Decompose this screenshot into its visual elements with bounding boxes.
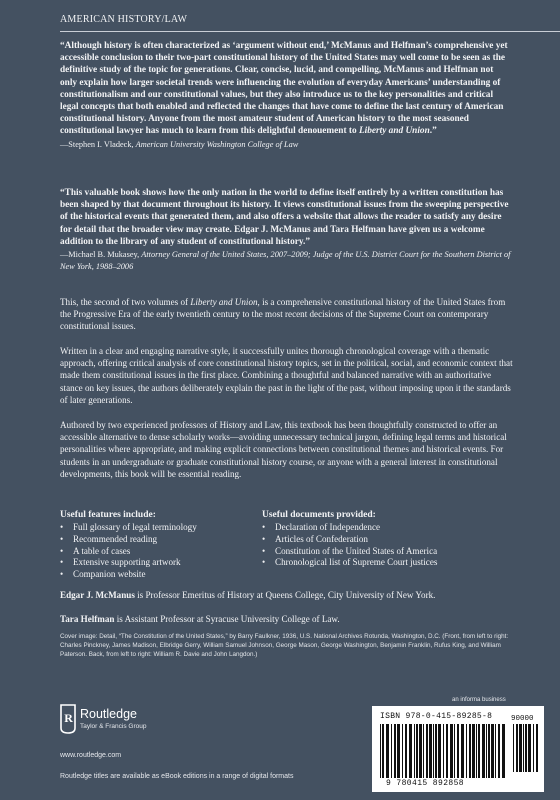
ean-barcode-bars <box>378 724 506 780</box>
attribution-name: —Michael B. Mukasey, <box>60 250 140 260</box>
barcode-bar <box>486 724 487 778</box>
para-text: This, the second of two volumes of <box>60 297 189 307</box>
quote-book-title: Liberty and Union <box>358 126 430 137</box>
features-heading: Useful features include: <box>60 510 156 520</box>
author-bio-2 <box>60 613 520 625</box>
author-bio: is Assistant Professor at Syracuse University College of Law. <box>114 614 340 624</box>
barcode-bar <box>519 724 522 772</box>
barcode-bar <box>446 724 448 778</box>
header-rule <box>60 31 560 32</box>
category-label: AMERICAN HISTORY/LAW <box>60 14 188 25</box>
barcode-bar <box>429 724 432 778</box>
feature-item: • Full glossary of legal terminology <box>60 522 197 534</box>
attribution-name: —Stephen I. Vladeck, <box>60 139 134 149</box>
feature-item: • Extensive supporting artwork <box>60 557 197 569</box>
publisher-group: Taylor & Francis Group <box>80 723 147 730</box>
author-bio: is Professor Emeritus of History at Queens College, City University of New York. <box>134 590 436 600</box>
barcode-bar <box>416 724 418 778</box>
barcode-bar <box>533 724 534 772</box>
barcode-bar <box>443 724 444 778</box>
description-paragraph-1 <box>60 296 513 333</box>
ebook-note: Routledge titles are available as eBook editions in a range of digital formats <box>60 773 294 780</box>
publisher-name: Routledge <box>80 707 137 721</box>
price-addon-number: 90000 <box>511 715 534 723</box>
informa-tagline: an informa business <box>452 697 506 703</box>
publisher-url: www.routledge.com <box>60 752 122 759</box>
author-name: Edgar J. McManus <box>60 590 135 600</box>
attribution-affiliation: American University Washington College of Law <box>135 139 299 149</box>
author-bio-1 <box>60 589 520 601</box>
quote-text: “This valuable book shows how the only nation in the world to define itself entirely by a written constitution has been shaped by that document throughout its history. It views constitutional issues from the sweeping perspective of the historical events that generated them, and also offers a website that allows the reader to satisfy any desire for detail that the broader view may create. Edgar J. McManus and Tara Helfman have given us a welcome addition to the library of any student of constitutional history.” <box>60 188 509 247</box>
document-item: • Chronological list of Supreme Court justices <box>262 557 437 569</box>
barcode-bar <box>476 724 477 778</box>
barcode-bar <box>414 724 415 778</box>
documents-heading: Useful documents provided: <box>262 510 376 520</box>
barcode-bar <box>402 724 403 778</box>
barcode-bar <box>394 724 396 778</box>
feature-item: • A table of cases <box>60 546 197 558</box>
barcode-bar <box>469 724 471 778</box>
barcode-bar <box>382 724 384 778</box>
document-item: • Constitution of the United States of America <box>262 546 437 558</box>
barcode-bar <box>528 724 531 772</box>
addon-barcode-bars <box>511 724 539 774</box>
document-item: • Articles of Confederation <box>262 534 437 546</box>
quote-attribution <box>60 139 512 151</box>
barcode-bar <box>457 724 459 778</box>
description-paragraph-3: Authored by two experienced professors of History and Law, this textbook has been thoughtfully constructed to offer an accessible alternative to dense scholarly works—avoiding unnecessary technical jargon, defining legal terms and historical personalities where appropriate, and making explicit connections between constitutional themes and historical events. For students in an undergraduate or graduate constitutional history course, or anyone with a general interest in constitutional developments, this book will be essential reading. <box>60 420 507 479</box>
barcode-bar <box>450 724 453 778</box>
barcode-bar <box>482 724 485 778</box>
barcode-bar <box>516 724 518 772</box>
endorsement-quote-1 <box>60 40 512 150</box>
ean-digits: 9 780415 892858 <box>386 779 465 788</box>
barcode-bar <box>405 724 407 778</box>
book-title: Liberty and Union <box>190 297 258 307</box>
isbn-barcode <box>372 706 544 792</box>
barcode-bar <box>472 724 475 778</box>
barcode-bar <box>498 724 500 778</box>
barcode-bar <box>426 724 428 778</box>
barcode-bar <box>502 724 505 778</box>
barcode-bar <box>466 724 467 778</box>
barcode-bar <box>461 724 464 778</box>
quote-attribution <box>60 249 512 272</box>
quote-text: “Although history is often characterized as ‘argument without end,’ McManus and Helfman’s comprehensive yet accessible conclusion to their two-part constitutional history of the United States may well come to be seen as the definitive study of the topic for generations. Clear, concise, lucid, and compelling, McManus and Helfman not only explain how larger societal trends were influencing the evolution of everyday Americans’ understanding of constitutionalism and our constitutional values, but they also introduce us to the key personalities and critical legal concepts that both enabled and reflected the changes that have come to define the last century of American constitutional history. Anyone from the most amateur student of American history to the most seasoned constitutional lawyer has much to learn from this delightful denouement to <box>60 41 508 137</box>
barcode-bar <box>495 724 496 778</box>
endorsement-quote-2 <box>60 187 512 272</box>
feature-item: • Recommended reading <box>60 534 197 546</box>
description-paragraph-2: Written in a clear and engaging narrative style, it successfully unites thorough chronological coverage with a thematic approach, offering critical analysis of core constitutional history topics, set in the political, social, and economic context that made them constitutional issues in the first place. Combining a thoughtful and balanced narrative with an authoritative stance on key issues, the authors deliberately explain the past in the light of the past, without imposing upon it the standards of later generations. <box>60 346 513 405</box>
author-name: Tara Helfman <box>60 614 115 624</box>
routledge-logo-icon <box>60 704 76 734</box>
barcode-bar <box>433 724 434 778</box>
attribution-affiliation: Attorney General of the United States, 2007–2009; Judge of the U.S. District Court for the Southern District of New York, 1988–2006 <box>60 250 511 271</box>
barcode-bar <box>409 724 412 778</box>
documents-list <box>262 522 437 569</box>
feature-item: • Companion website <box>60 569 197 581</box>
para-text: , is a comprehensive constitutional history of the United States from the Progressive Era of the early twentieth century to the most recent decisions of the Supreme Court on contemporary constitutional issues. <box>60 297 506 332</box>
barcode-bar <box>478 724 480 778</box>
isbn-text: ISBN 978-0-415-89285-8 <box>380 712 493 721</box>
quote-end: .” <box>429 126 437 137</box>
barcode-bar <box>423 724 424 778</box>
barcode-bar <box>488 724 490 778</box>
barcode-bar <box>438 724 441 778</box>
barcode-bar <box>397 724 400 778</box>
barcode-bar <box>435 724 437 778</box>
barcode-bar <box>513 724 514 772</box>
barcode-bar <box>454 724 455 778</box>
barcode-bar <box>391 724 392 778</box>
cover-image-credit: Cover image: Detail, “The Constitution of the United States,” by Barry Faulkner, 1936, U.S. National Archives Rotunda, Washington, D.C. (Front, from left to right: Charles Pinckney, James Madison, Elbridge Gerry, William Samuel Johnson, George Mason, George Washington, Benjamin Franklin, Rufus King, and William Paterson. Back, from left to right: William R. Davie and John Langdon.) <box>60 633 509 658</box>
barcode-bar <box>419 724 422 778</box>
document-item: • Declaration of Independence <box>262 522 437 534</box>
barcode-bar <box>491 724 494 778</box>
barcode-bar <box>523 724 524 772</box>
features-list <box>60 522 197 581</box>
barcode-bar <box>536 724 538 772</box>
barcode-bar <box>380 724 381 778</box>
barcode-bar <box>386 724 389 778</box>
publisher-logo <box>60 704 170 744</box>
svg-text:R: R <box>64 711 73 725</box>
barcode-bar <box>525 724 527 772</box>
